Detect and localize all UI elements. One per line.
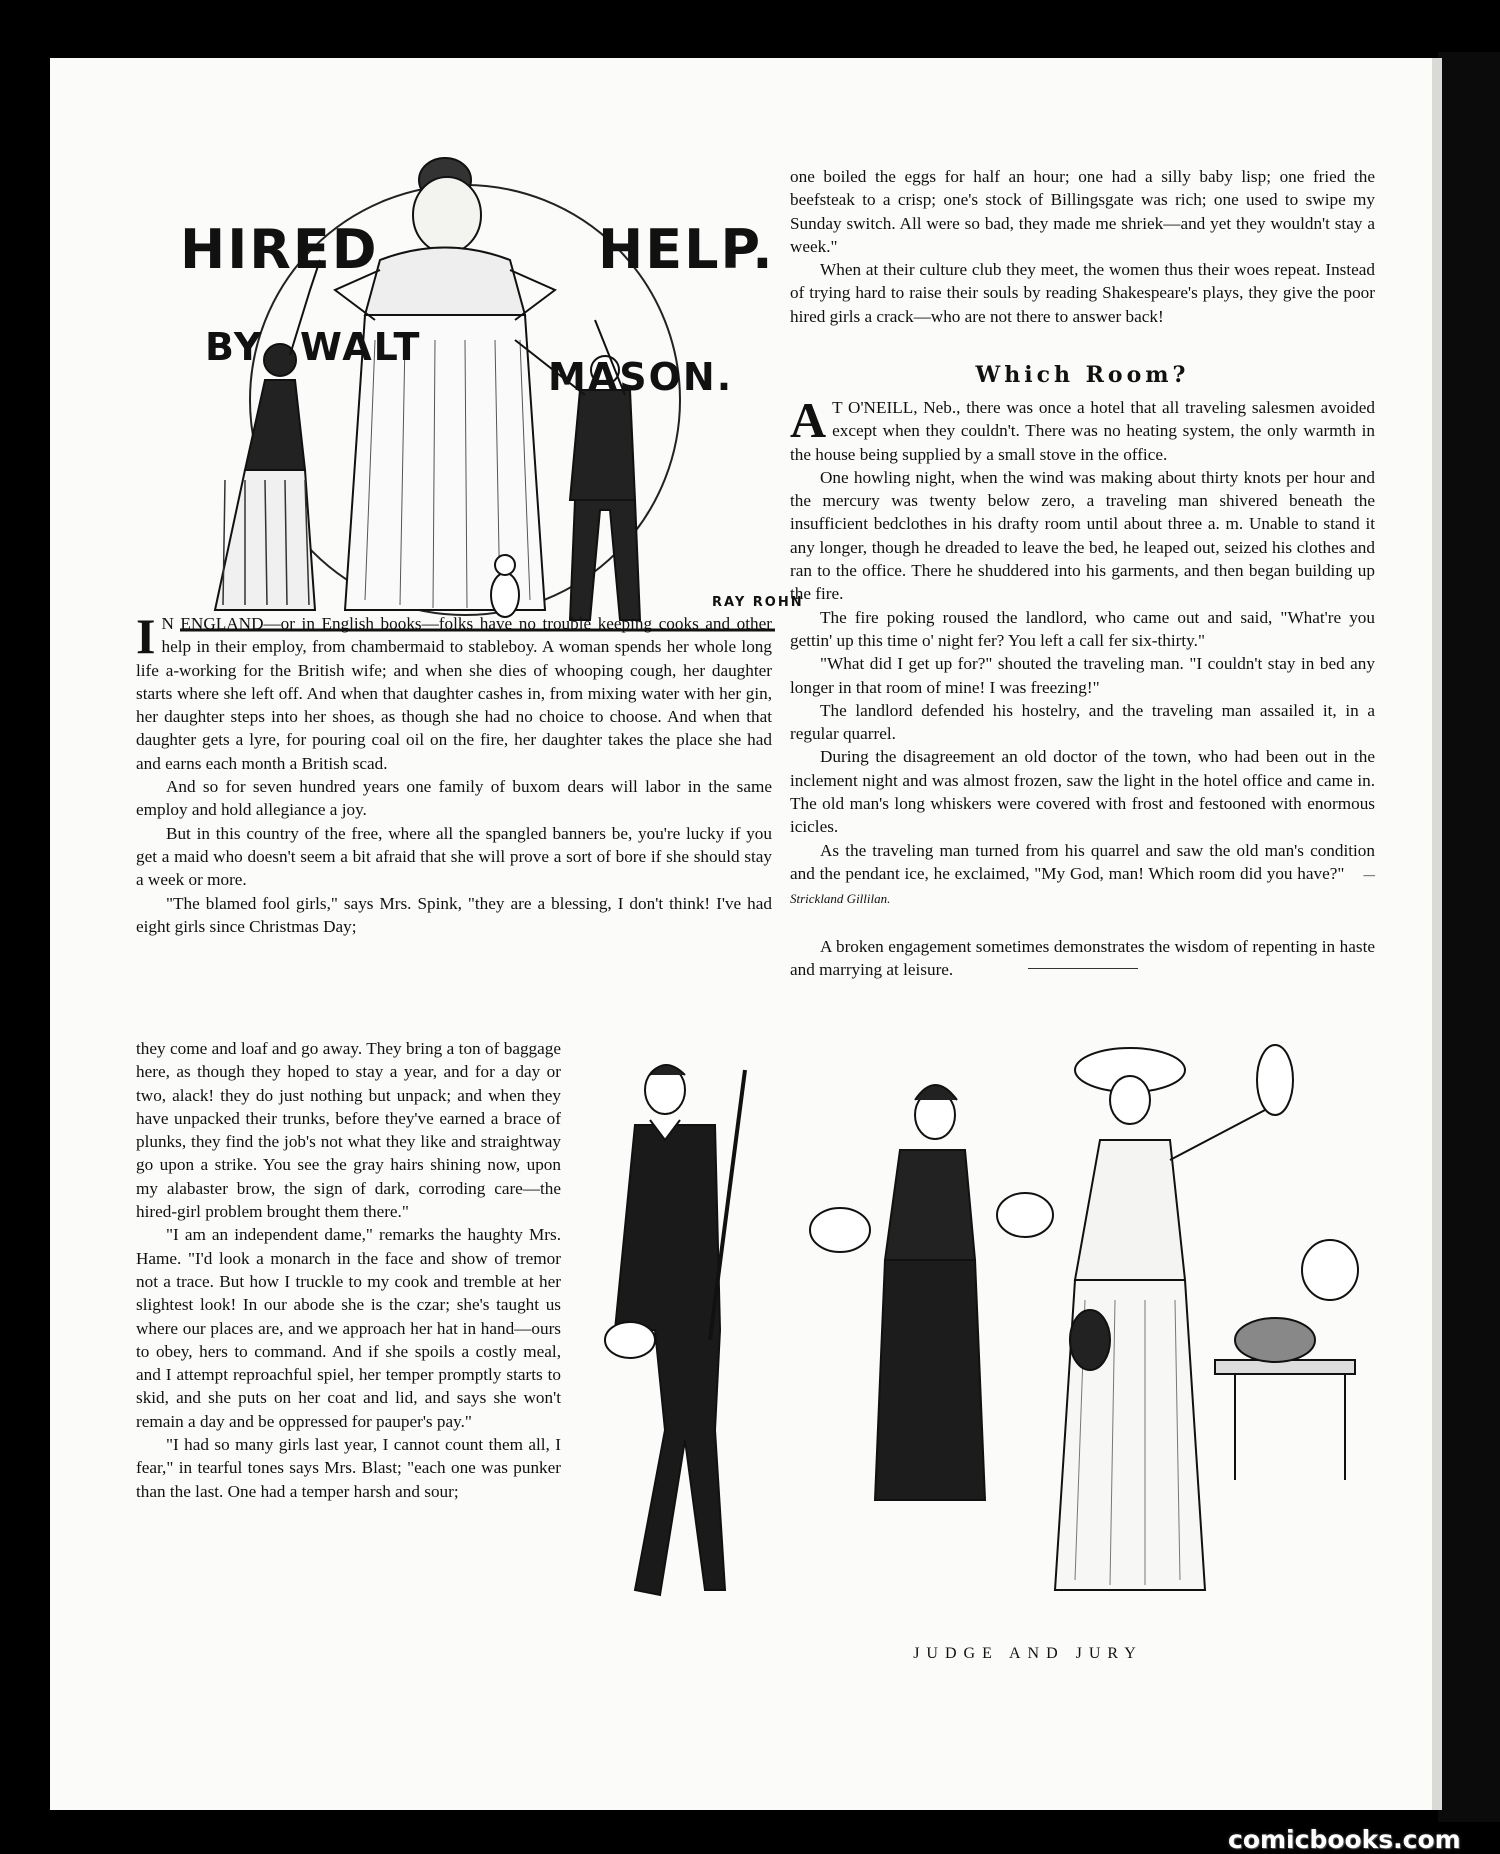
which-room-paragraph-4: "What did I get up for?" shouted the traveling man. "I couldn't stay in bed any longer in that room of mine! I was freezing!" <box>790 654 1375 697</box>
illustration-caption: JUDGE AND JURY <box>913 1645 1143 1662</box>
watermark: comicbooks.com <box>1228 1825 1461 1854</box>
article-paragraph-1: I N ENGLAND—or in English books—folks have no trouble keeping cooks and other help in their employ, from chambermaid to stableboy. A woman spends her whole long life a-working for the British wife; and when she dies of whooping cough, her daughter starts where she left off. And when that daughter cashes in, from mixing water with her gin, her daughter steps into her shoes, as though she had no choice to choose. And when that daughter gets a lyre, for pouring coal oil on the fire, her daughter takes the place she had and earns each month a British scad. <box>136 608 772 773</box>
epigram: A broken engagement sometimes demonstrates the wisdom of repenting in haste and marrying at leisure. <box>790 936 1375 979</box>
article-paragraph-5: "I am an independent dame," remarks the haughty Mrs. Hame. "I'd look a monarch in the face and show of tremor not a trace. But how I truckle to my cook and tremble at her slightest look! In our abode she is the czar; she's taught us where our places are, and we approach her hat in hand—ours to obey, hers to command. And if she spoils a costly meal, and I attempt reproachful spiel, her temper promptly starts to skid, and she puts on her coat and lid, and says she won't remain a day and be oppressed for pauper's pay." <box>136 1225 561 1431</box>
article-paragraph-2: And so for seven hundred years one family of buxom dears will labor in the same employ and hold allegiance a joy. <box>136 777 772 820</box>
divider-rule <box>1028 968 1138 969</box>
byline-by: BY <box>205 325 264 369</box>
author-signature: —Strickland Gillilan. <box>790 866 1375 907</box>
which-room-paragraph-1: A T O'NEILL, Neb., there was once a hotel that all traveling salesmen avoided except when they couldn't. There was no heating system, the only warmth in the house being supplied by a small stove in the office. <box>790 392 1375 464</box>
article-paragraph-6: "I had so many girls last year, I cannot count them all, I fear," in tearful tones says Mrs. Blast; "each one was punker than the last. One had a temper harsh and sour; <box>136 1435 561 1501</box>
title-word-hired: HIRED <box>180 218 379 281</box>
judge-and-jury-illustration <box>585 1030 1365 1630</box>
article-body-right <box>790 165 1375 328</box>
dropcap-a: A <box>790 392 827 448</box>
binding-spine <box>1438 52 1500 1822</box>
title-word-help: HELP. <box>598 218 775 281</box>
which-room-paragraph-7: As the traveling man turned from his quarrel and saw the old man's condition and the pendant ice, he exclaimed, "My God, man! Which room did you have?" —Strickland Gillilan. <box>790 840 1375 907</box>
which-room-paragraph-3: The fire poking roused the landlord, who came out and said, "What're you gettin' up this time o' night fer? You left a call fer six-thirty." <box>790 607 1375 650</box>
article-paragraph-8: When at their culture club they meet, the women thus their woes repeat. Instead of trying hard to raise their souls by reading Shakespeare's plays, they give the poor hired girls a crack—who are not there to answer back! <box>790 260 1375 326</box>
section-title-which-room: Which Room? <box>975 362 1190 388</box>
article-body-narrow <box>136 1037 561 1503</box>
artist-signature: RAY ROHN <box>712 595 804 610</box>
dropcap-i: I <box>136 608 156 664</box>
article-body-top <box>136 608 772 938</box>
article-paragraph-7: one boiled the eggs for half an hour; one had a silly baby lisp; one fried the beefsteak to a crisp; one's stock of Billingsgate was rich; one used to swipe my Sunday switch. All were so bad, they made me shriek—and yet they wouldn't stay a week." <box>790 167 1375 256</box>
byline-author-last: MASON. <box>548 355 734 399</box>
which-room-paragraph-5: The landlord defended his hostelry, and the traveling man assailed it, in a regular quarrel. <box>790 700 1375 744</box>
which-room-body <box>790 392 1375 981</box>
byline-author-first: WALT <box>300 325 422 369</box>
article-paragraph-4-cont: they come and loaf and go away. They bring a ton of baggage here, as though they hoped to stay a year, and for a day or two, alack! they do just nothing but unpack; and when they have unpacked their trunks, before they've earned a brace of plunks, they find the job's not what they like and straightway go upon a strike. You see the gray hairs shining now, upon my alabaster brow, the sign of dark, corroding care—the hired-girl problem brought them there." <box>136 1039 561 1222</box>
article-paragraph-3: But in this country of the free, where all the spangled banners be, you're lucky if you get a maid who doesn't seem a bit afraid that she will prove a sort of bore if she should stay a week or more. <box>136 823 772 890</box>
which-room-paragraph-6: During the disagreement an old doctor of the town, who had been out in the inclement night and was almost frozen, saw the light in the hotel office and came in. The old man's long whiskers were covered with frost and festooned with enormous icicles. <box>790 747 1375 837</box>
which-room-paragraph-2: One howling night, when the wind was making about thirty knots per hour and the mercury was twenty below zero, a traveling man shivered beneath the insufficient bedclothes in his drafty room until about three a. m. Unable to stand it any longer, though he dreaded to leave the bed, he leaped out, seized his clothes and ran to the office. There he shuddered into his garments, and then began building up the fire. <box>790 467 1375 604</box>
page-edge <box>1432 58 1442 1810</box>
article-paragraph-4-start: "The blamed fool girls," says Mrs. Spink, "they are a blessing, I don't think! I've had eight girls since Christmas Day; <box>136 893 772 936</box>
